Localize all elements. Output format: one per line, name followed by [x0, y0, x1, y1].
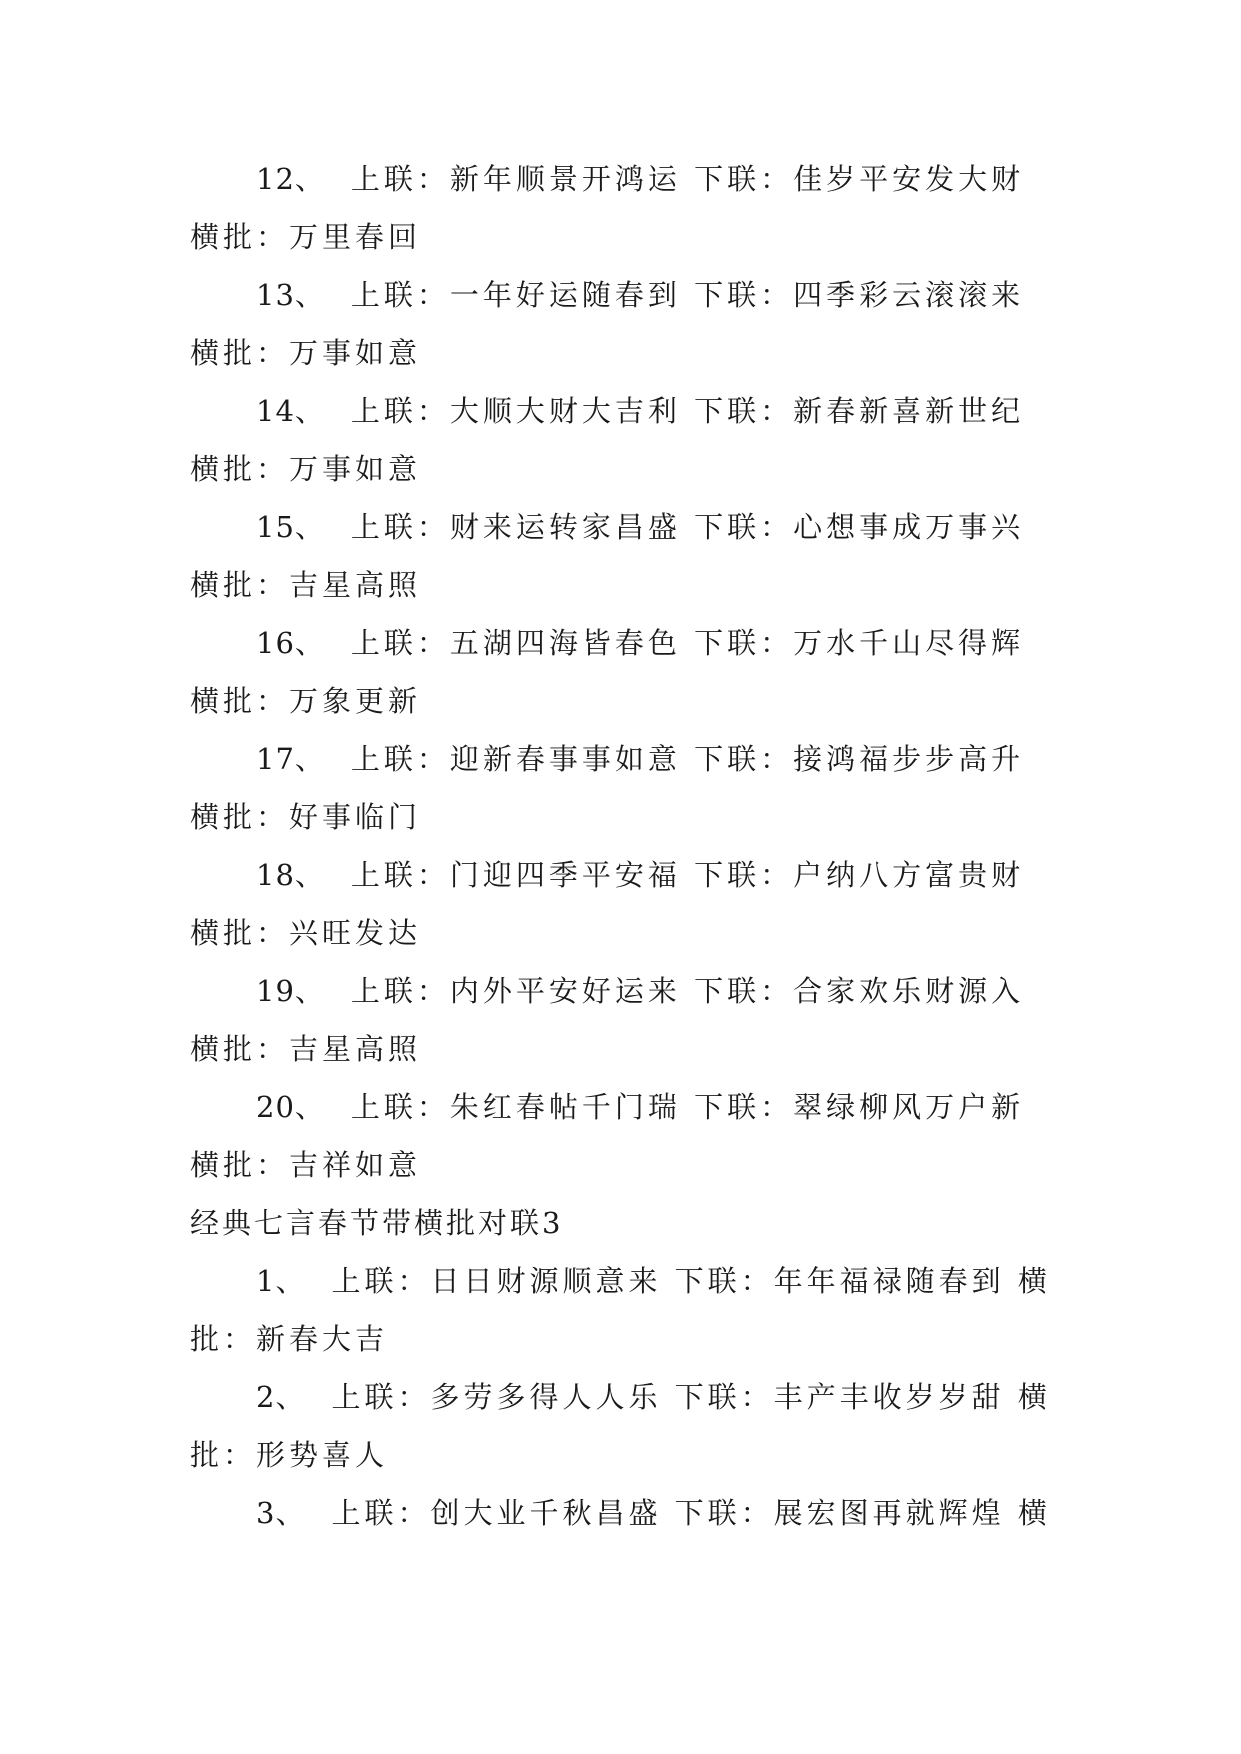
item-number: 2、 — [256, 1380, 306, 1414]
couplet-text: 上联：一年好运随春到 下联：四季彩云滚滚来 — [350, 278, 1025, 312]
couplet-line — [190, 846, 1050, 904]
couplet-line — [190, 266, 1050, 324]
couplet-hengpi-line: 横批：吉祥如意 — [190, 1148, 422, 1182]
item-number: 13、 — [256, 278, 325, 312]
couplet-line — [190, 1484, 1050, 1542]
couplet-text: 上联：迎新春事事如意 下联：接鸿福步步高升 — [350, 742, 1025, 776]
section-heading: 经典七言春节带横批对联3 — [190, 1206, 564, 1240]
couplet-line — [190, 1078, 1050, 1136]
couplet-hengpi-line: 横批：万事如意 — [190, 336, 422, 370]
couplet-hengpi-line: 横批：兴旺发达 — [190, 916, 422, 950]
couplet-text: 上联：日日财源顺意来 下联：年年福禄随春到 横 — [331, 1264, 1051, 1298]
couplet-hengpi-line: 横批：吉星高照 — [190, 568, 422, 602]
couplet-line — [190, 614, 1050, 672]
document-body — [190, 150, 1050, 1542]
couplet-text: 上联：内外平安好运来 下联：合家欢乐财源入 — [350, 974, 1025, 1008]
couplet-hengpi-line: 横批：吉星高照 — [190, 1032, 422, 1066]
couplet-hengpi-line: 横批：好事临门 — [190, 800, 422, 834]
couplet-text: 上联：多劳多得人人乐 下联：丰产丰收岁岁甜 横 — [331, 1380, 1051, 1414]
item-number: 20、 — [256, 1090, 325, 1124]
couplet-hengpi-line: 横批：万象更新 — [190, 684, 422, 718]
item-number: 14、 — [256, 394, 325, 428]
couplet-line — [190, 1252, 1050, 1310]
couplet-text: 上联：财来运转家昌盛 下联：心想事成万事兴 — [350, 510, 1025, 544]
couplet-hengpi-line: 批：形势喜人 — [190, 1438, 389, 1472]
item-number: 16、 — [256, 626, 325, 660]
couplet-text: 上联：五湖四海皆春色 下联：万水千山尽得辉 — [350, 626, 1025, 660]
couplet-text: 上联：大顺大财大吉利 下联：新春新喜新世纪 — [350, 394, 1025, 428]
couplet-hengpi-line: 横批：万里春回 — [190, 220, 422, 254]
couplet-line — [190, 730, 1050, 788]
couplet-line — [190, 382, 1050, 440]
item-number: 18、 — [256, 858, 325, 892]
couplet-text: 上联：新年顺景开鸿运 下联：佳岁平安发大财 — [350, 162, 1025, 196]
couplet-line — [190, 1368, 1050, 1426]
item-number: 3、 — [256, 1496, 306, 1530]
item-number: 12、 — [256, 162, 325, 196]
couplet-text: 上联：朱红春帖千门瑞 下联：翠绿柳风万户新 — [350, 1090, 1025, 1124]
couplet-line — [190, 962, 1050, 1020]
couplet-text: 上联：创大业千秋昌盛 下联：展宏图再就辉煌 横 — [331, 1496, 1051, 1530]
couplet-line — [190, 150, 1050, 208]
item-number: 17、 — [256, 742, 325, 776]
item-number: 19、 — [256, 974, 325, 1008]
couplet-hengpi-line: 横批：万事如意 — [190, 452, 422, 486]
couplet-text: 上联：门迎四季平安福 下联：户纳八方富贵财 — [350, 858, 1025, 892]
item-number: 1、 — [256, 1264, 306, 1298]
couplet-line — [190, 498, 1050, 556]
couplet-hengpi-line: 批：新春大吉 — [190, 1322, 389, 1356]
item-number: 15、 — [256, 510, 325, 544]
